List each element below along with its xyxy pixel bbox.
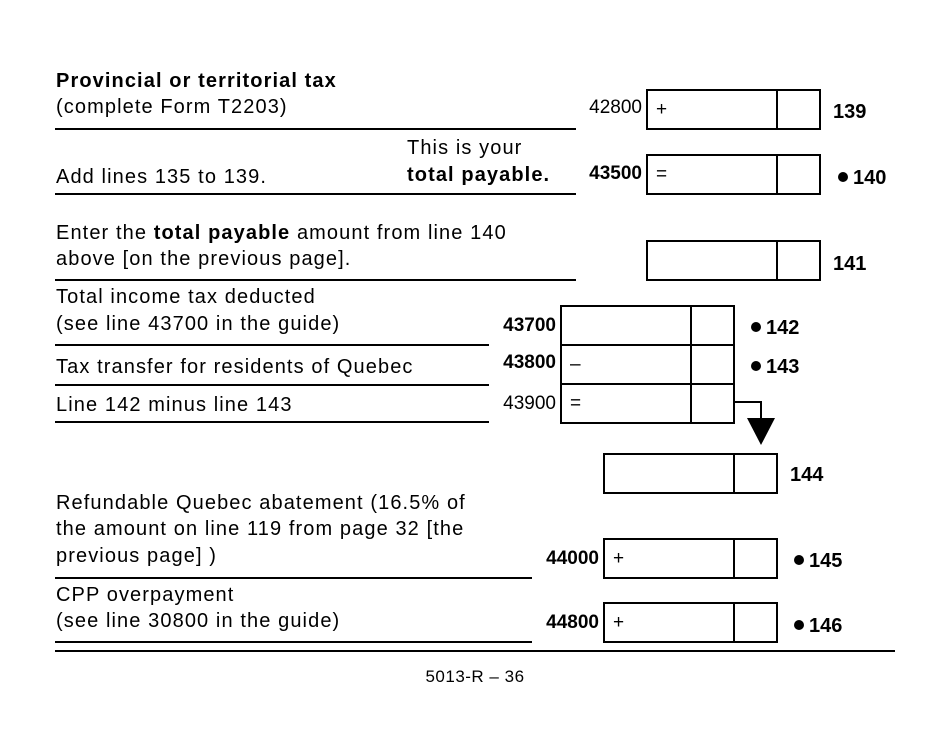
enter-total-payable-label-2: above [on the previous page]. [56, 248, 352, 270]
total-payable-note-bold: total payable. [407, 164, 551, 186]
cents-divider [690, 307, 692, 344]
equals-sign: = [570, 393, 582, 414]
amount-field-146[interactable] [603, 602, 778, 643]
line-number-140: 140 [838, 166, 886, 190]
amount-field-142[interactable] [560, 305, 735, 346]
enter-total-payable-label: Enter the total payable amount from line 140 [56, 222, 507, 244]
bullet-icon [838, 172, 848, 182]
divider [55, 384, 489, 386]
amount-field-145[interactable] [603, 538, 778, 579]
divider [55, 128, 576, 130]
bullet-icon [794, 555, 804, 565]
add-lines-label: Add lines 135 to 139. [56, 166, 268, 188]
amount-field-144[interactable] [603, 453, 778, 494]
divider [55, 577, 532, 579]
amount-field-143[interactable] [560, 344, 735, 385]
amount-field-139[interactable] [646, 89, 821, 130]
amount-field-43900[interactable] [560, 383, 735, 424]
income-tax-deducted-label: Total income tax deducted [56, 286, 316, 308]
amount-field-141[interactable] [646, 240, 821, 281]
cents-divider [733, 455, 735, 492]
quebec-abatement-label-1: Refundable Quebec abatement (16.5% of [56, 492, 466, 514]
minus-sign: – [570, 354, 581, 375]
line-code-43700: 43700 [503, 315, 556, 336]
cents-divider [690, 346, 692, 383]
provincial-tax-subtitle: (complete Form T2203) [56, 96, 288, 118]
divider [55, 344, 489, 346]
line-code-43500: 43500 [589, 163, 642, 184]
line-code-44000: 44000 [546, 548, 599, 569]
quebec-abatement-label-3: previous page] ) [56, 545, 218, 567]
amount-field-140[interactable] [646, 154, 821, 195]
line-code-44800: 44800 [546, 612, 599, 633]
provincial-tax-title: Provincial or territorial tax [56, 70, 337, 92]
divider [55, 193, 576, 195]
line-142-minus-143-label: Line 142 minus line 143 [56, 394, 293, 416]
line-code-43900: 43900 [503, 393, 556, 414]
page-number: 5013-R – 36 [425, 667, 525, 686]
cents-divider [776, 91, 778, 128]
line-number-141: 141 [833, 253, 867, 275]
cpp-overpayment-label-2: (see line 30800 in the guide) [56, 610, 341, 632]
plus-sign: + [613, 548, 625, 569]
equals-sign: = [656, 164, 668, 185]
bullet-icon [751, 322, 761, 332]
line-number-145: 145 [794, 549, 842, 573]
line-number-139: 139 [833, 101, 867, 123]
quebec-tax-transfer-label: Tax transfer for residents of Quebec [56, 356, 414, 378]
divider [55, 641, 532, 643]
line-number-144: 144 [790, 464, 824, 486]
line-code-43800: 43800 [503, 352, 556, 373]
cpp-overpayment-label: CPP overpayment [56, 584, 235, 606]
cents-divider [733, 540, 735, 577]
cents-divider [690, 385, 692, 422]
line-number-146: 146 [794, 614, 842, 638]
cents-divider [776, 242, 778, 279]
total-payable-note-top: This is your [407, 137, 523, 159]
line-code-42800: 42800 [589, 97, 642, 118]
line-number-143: 143 [751, 355, 799, 379]
plus-sign: + [656, 99, 668, 120]
arrow-line-horizontal [734, 401, 762, 403]
plus-sign: + [613, 612, 625, 633]
bullet-icon [751, 361, 761, 371]
arrow-down-icon [747, 418, 775, 446]
cents-divider [733, 604, 735, 641]
page-bottom-rule [55, 650, 895, 652]
bullet-icon [794, 620, 804, 630]
income-tax-deducted-label-2: (see line 43700 in the guide) [56, 313, 341, 335]
cents-divider [776, 156, 778, 193]
quebec-abatement-label-2: the amount on line 119 from page 32 [the [56, 518, 465, 540]
divider [55, 421, 489, 423]
divider [55, 279, 576, 281]
line-number-142: 142 [751, 316, 799, 340]
